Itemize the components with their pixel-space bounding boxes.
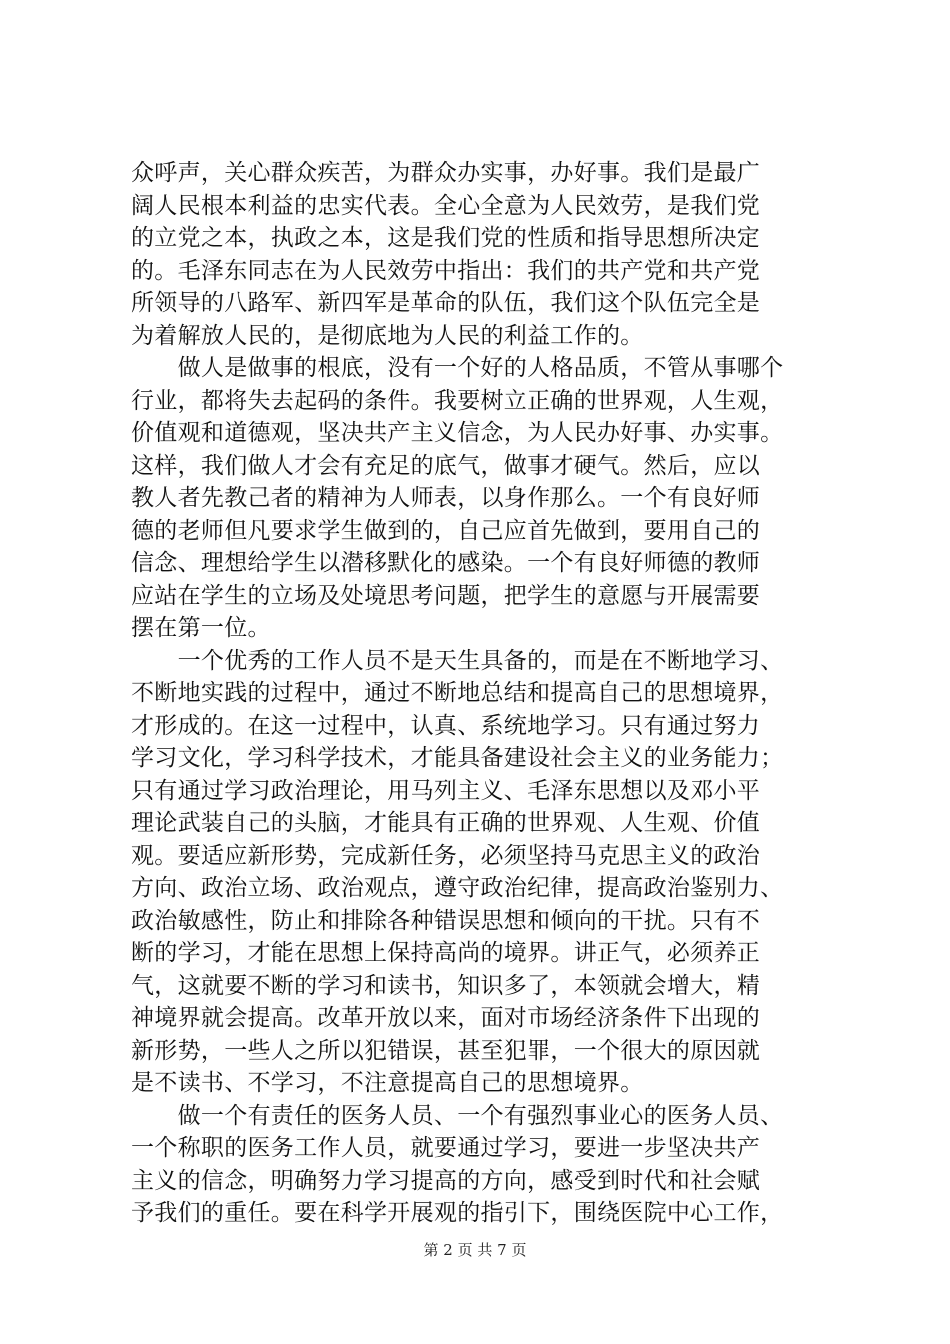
text-line: 所领导的八路军、新四军是革命的队伍，我们这个队伍完全是 [131,290,761,316]
text-line: 为着解放人民的，是彻底地为人民的利益工作的。 [131,322,644,349]
text-line: 信念、理想给学生以潜移默化的感染。一个有良好师德的教师 [131,550,761,576]
text-line: 这样，我们做人才会有充足的底气，做事才硬气。然后，应以 [131,452,761,479]
document-body [131,157,831,1230]
text-line: 做人是做事的根底，没有一个好的人格品质，不管从事哪个 [131,355,784,381]
text-line: 观。要适应新形势，完成新任务，必须坚持马克思主义的政治 [131,842,761,869]
text-line: 不断地实践的过程中，通过不断地总结和提高自己的思想境界， [131,680,784,706]
text-line: 是不读书、不学习，不注意提高自己的思想境界。 [131,1070,644,1096]
text-line: 新形势，一些人之所以犯错误，甚至犯罪，一个很大的原因就 [131,1037,761,1064]
text-line: 断的学习，才能在思想上保持高尚的境界。讲正气，必须养正 [131,940,761,966]
text-line: 众呼声，关心群众疾苦，为群众办实事，办好事。我们是最广 [131,160,761,186]
text-line: 神境界就会提高。改革开放以来，面对市场经济条件下出现的 [131,1005,761,1031]
text-line: 才形成的。在这一过程中，认真、系统地学习。只有通过努力 [131,712,761,739]
text-line: 德的老师但凡要求学生做到的，自己应首先做到，要用自己的 [131,517,761,544]
text-line: 行业，都将失去起码的条件。我要树立正确的世界观，人生观， [131,387,784,414]
text-line: 做一个有责任的医务人员、一个有强烈事业心的医务人员、 [131,1102,784,1129]
text-line: 一个优秀的工作人员不是天生具备的，而是在不断地学习、 [131,647,784,674]
text-line: 摆在第一位。 [131,615,271,641]
text-line: 应站在学生的立场及处境思考问题，把学生的意愿与开展需要 [131,582,761,609]
page-footer: 第 2 页 共 7 页 [423,1241,527,1259]
text-line: 阔人民根本利益的忠实代表。全心全意为人民效劳，是我们党 [131,192,761,219]
text-line: 一个称职的医务工作人员，就要通过学习，要进一步坚决共产 [131,1135,761,1161]
text-line: 的。毛泽东同志在为人民效劳中指出：我们的共产党和共产党 [131,257,761,284]
text-line: 予我们的重任。要在科学开展观的指引下，围绕医院中心工作， [131,1200,784,1226]
text-line: 政治敏感性，防止和排除各种错误思想和倾向的干扰。只有不 [131,907,761,934]
text-line: 理论武装自己的头脑，才能具有正确的世界观、人生观、价值 [131,810,761,836]
text-line: 学习文化，学习科学技术，才能具备建设社会主义的业务能力； [131,745,784,771]
text-line: 教人者先教己者的精神为人师表，以身作那么。一个有良好师 [131,485,761,511]
text-line: 方向、政治立场、政治观点，遵守政治纪律，提高政治鉴别力、 [131,875,784,901]
text-line: 只有通过学习政治理论，用马列主义、毛泽东思想以及邓小平 [131,777,761,804]
text-line: 的立党之本，执政之本，这是我们党的性质和指导思想所决定 [131,225,761,251]
text-line: 价值观和道德观，坚决共产主义信念，为人民办好事、办实事。 [131,420,784,446]
text-line: 气，这就要不断的学习和读书，知识多了，本领就会增大，精 [131,972,761,999]
text-line: 主义的信念，明确努力学习提高的方向，感受到时代和社会赋 [131,1167,761,1194]
